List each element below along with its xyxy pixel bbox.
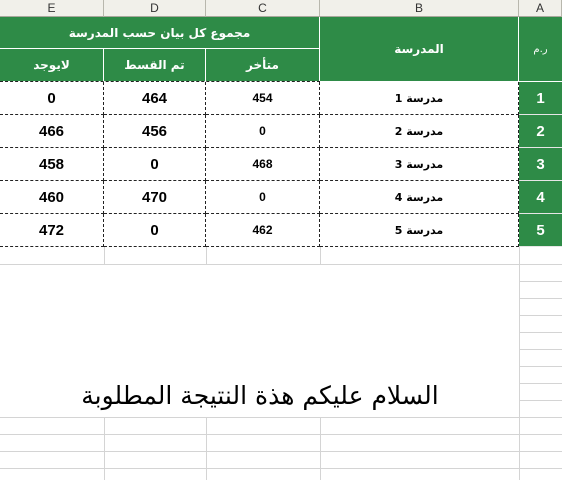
result-message[interactable]: السلام عليكم هذة النتيجة المطلوبة [81,381,439,410]
cell-c-row5[interactable]: 462 [206,214,320,247]
column-header-b[interactable]: B [320,0,519,17]
header-serial-cell[interactable] [519,17,562,81]
cell-e-row3[interactable]: 458 [0,148,104,181]
column-header-e[interactable]: E [0,0,104,17]
row-number-4[interactable]: 4 [519,181,562,214]
header-installment-paid: تم القسط [124,58,185,72]
cell-e-row4[interactable]: 460 [0,181,104,214]
row-number-2[interactable]: 2 [519,115,562,148]
cell-c-row1[interactable]: 454 [206,82,320,115]
gridline [0,264,562,265]
row-number-1[interactable]: 1 [519,82,562,115]
cell-b-row4[interactable]: مدرسة 4 [320,181,519,214]
gridline [0,451,562,452]
gridline [519,332,562,333]
header-not-found: لايوجد [33,58,70,72]
row-number-5[interactable]: 5 [519,214,562,247]
cell-d-row3[interactable]: 0 [104,148,206,181]
header-school: المدرسة [394,42,444,56]
cell-c-row4[interactable]: 0 [206,181,320,214]
gridline [519,383,562,384]
cell-d-row1[interactable]: 464 [104,82,206,115]
column-header-c[interactable]: C [206,0,320,17]
gridline [519,400,562,401]
cell-d-row5[interactable]: 0 [104,214,206,247]
cell-e-row1[interactable]: 0 [0,82,104,115]
gridline [519,366,562,367]
group-title-cell[interactable] [0,17,320,49]
cell-b-row2[interactable]: مدرسة 2 [320,115,519,148]
gridline [320,247,321,264]
gridline [206,417,207,480]
header-not-found-cell[interactable] [0,49,104,81]
gridline [104,247,105,264]
gridline [519,298,562,299]
cell-c-row3[interactable]: 468 [206,148,320,181]
cell-b-row1[interactable]: مدرسة 1 [320,82,519,115]
gridline [104,417,105,480]
header-school-cell[interactable] [320,17,519,81]
gridline [519,315,562,316]
cell-b-row5[interactable]: مدرسة 5 [320,214,519,247]
cell-e-row2[interactable]: 466 [0,115,104,148]
column-header-a[interactable]: A [519,0,562,17]
cell-d-row4[interactable]: 470 [104,181,206,214]
cell-c-row2[interactable]: 0 [206,115,320,148]
column-header-d[interactable]: D [104,0,206,17]
gridline [206,247,207,264]
gridline [0,468,562,469]
row-number-3[interactable]: 3 [519,148,562,181]
header-serial: ر.م [533,43,548,55]
cell-d-row2[interactable]: 456 [104,115,206,148]
cell-e-row5[interactable]: 472 [0,214,104,247]
gridline [320,417,321,480]
gridline [0,434,562,435]
header-paid-cell[interactable] [104,49,206,81]
group-title: مجموع كل بيان حسب المدرسة [68,25,251,40]
gridline [519,281,562,282]
gridline [0,417,562,418]
cell-b-row3[interactable]: مدرسة 3 [320,148,519,181]
header-late-cell[interactable] [206,49,320,81]
gridline [519,349,562,350]
header-late: متأخر [246,58,279,72]
